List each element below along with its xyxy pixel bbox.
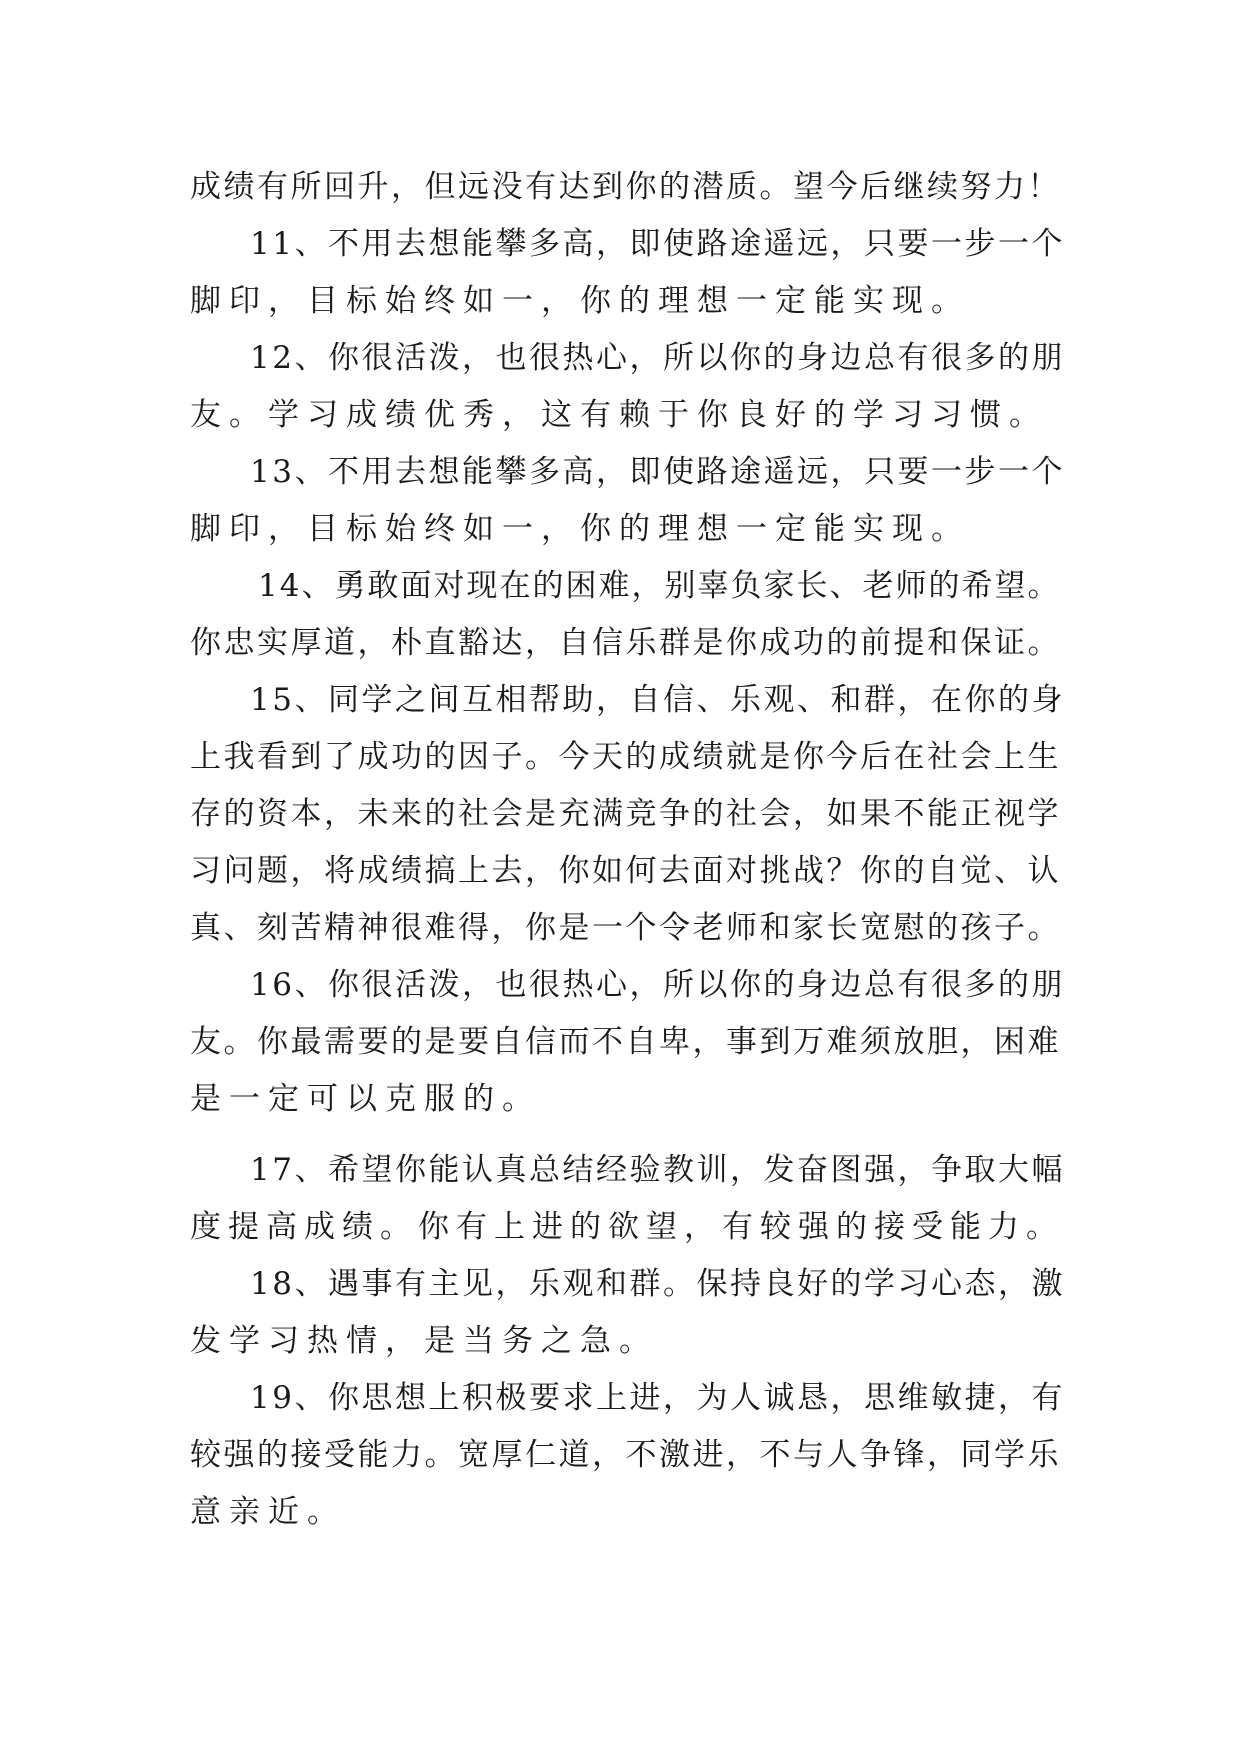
paragraph-19-line-3: 意亲近。 [190,1494,346,1530]
paragraph-17-line-1: 17、希望你能认真总结经验教训，发奋图强，争取大幅 [250,1152,1065,1188]
paragraph-14-line-2: 你忠实厚道，朴直豁达，自信乐群是你成功的前提和保证。 [190,625,1061,661]
paragraph-12-line-1: 12、你很活泼，也很热心，所以你的身边总有很多的朋 [250,340,1065,376]
paragraph-13-line-1: 13、不用去想能攀多高，即使路途遥远，只要一步一个 [250,454,1065,490]
paragraph-18-line-1: 18、遇事有主见，乐观和群。保持良好的学习心态，激 [250,1266,1065,1302]
paragraph-10-line-2: 成绩有所回升，但远没有达到你的潜质。望今后继续努力！ [190,169,1061,205]
paragraph-19-line-2: 较强的接受能力。宽厚仁道，不激进，不与人争锋，同学乐 [190,1437,1061,1473]
paragraph-19-line-1: 19、你思想上积极要求上进，为人诚恳，思维敏捷，有 [250,1380,1065,1416]
paragraph-16-line-3: 是一定可以克服的。 [190,1081,541,1117]
paragraph-12-line-2: 友。学习成绩优秀，这有赖于你良好的学习习惯。 [190,397,1048,433]
paragraph-13-line-2: 脚印，目标始终如一，你的理想一定能实现。 [190,511,970,547]
paragraph-17-line-2: 度提高成绩。你有上进的欲望，有较强的接受能力。 [190,1209,1064,1245]
paragraph-15-line-2: 上我看到了成功的因子。今天的成绩就是你今后在社会上生 [190,739,1061,775]
paragraph-16-line-2: 友。你最需要的是要自信而不自卑，事到万难须放胆，困难 [190,1024,1061,1060]
paragraph-15-line-1: 15、同学之间互相帮助，自信、乐观、和群，在你的身 [250,682,1065,718]
paragraph-18-line-2: 发学习热情，是当务之急。 [190,1323,658,1359]
paragraph-14-line-1: 14、勇敢面对现在的困难，别辜负家长、老师的希望。 [258,568,1061,604]
paragraph-15-line-3: 存的资本，未来的社会是充满竞争的社会，如果不能正视学 [190,796,1061,832]
paragraph-16-line-1: 16、你很活泼，也很热心，所以你的身边总有很多的朋 [250,967,1065,1003]
paragraph-11-line-1: 11、不用去想能攀多高，即使路途遥远，只要一步一个 [250,226,1065,262]
paragraph-15-line-4: 习问题，将成绩搞上去，你如何去面对挑战？你的自觉、认 [190,853,1061,889]
paragraph-15-line-5: 真、刻苦精神很难得，你是一个令老师和家长宽慰的孩子。 [190,910,1061,946]
paragraph-11-line-2: 脚印，目标始终如一，你的理想一定能实现。 [190,283,970,319]
